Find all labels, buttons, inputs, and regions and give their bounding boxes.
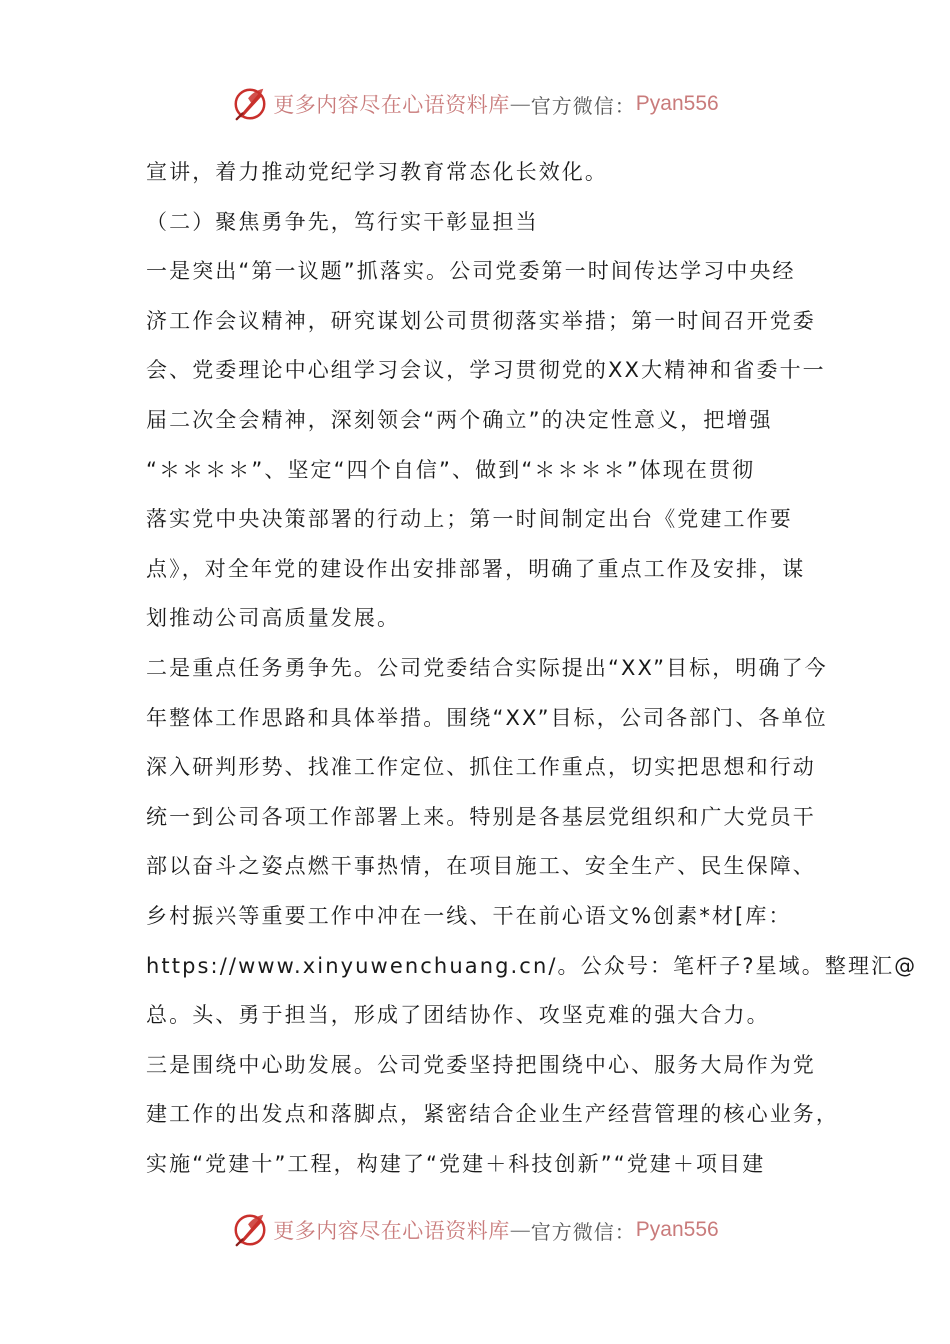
text-line: 实施“党建十”工程，构建了“党建＋科技创新”“党建＋项目建 xyxy=(146,1151,766,1176)
text-line: https://www.xinyuwenchuang.cn/。公众号：笔杆子?星域。整理汇@ xyxy=(146,953,918,978)
quill-logo-icon xyxy=(231,85,269,123)
banner-separator: — xyxy=(509,92,531,116)
banner-slogan: 更多内容尽在心语资料库 xyxy=(273,1219,510,1243)
text-line: 宣讲，着力推动党纪学习教育常态化长效化。 xyxy=(146,160,608,184)
banner-wechat-id: Pyan556 xyxy=(635,1218,719,1241)
banner-wechat-label: 官方微信： xyxy=(530,93,636,118)
text-line: 年整体工作思路和具体举措。围绕“XX”目标，公司各部门、各单位 xyxy=(146,705,828,730)
footer-watermark-banner xyxy=(0,1208,950,1252)
text-line: 落实党中央决策部署的行动上；第一时间制定出台《党建工作要 xyxy=(146,507,793,532)
text-line: 济工作会议精神，研究谋划公司贯彻落实举措；第一时间召开党委 xyxy=(146,308,816,333)
text-line: 二是重点任务勇争先。公司党委结合实际提出“XX”目标，明确了今 xyxy=(146,655,828,680)
text-line: 深入研判形势、找准工作定位、抓住工作重点，切实把思想和行动 xyxy=(146,755,816,780)
banner-separator: — xyxy=(509,1218,531,1242)
text-line: 划推动公司高质量发展。 xyxy=(146,606,401,631)
text-line: 三是围绕中心助发展。公司党委坚持把围绕中心、服务大局作为党 xyxy=(146,1052,816,1077)
text-line: 点》，对全年党的建设作出安排部署，明确了重点工作及安排，谋 xyxy=(146,556,806,581)
text-line: “＊＊＊＊”、坚定“四个自信”、做到“＊＊＊＊”体现在贯彻 xyxy=(146,457,756,482)
header-watermark-banner xyxy=(0,82,950,126)
text-line: （二）聚焦勇争先，笃行实干彰显担当 xyxy=(146,209,539,234)
text-line: 总。头、勇于担当，形成了团结协作、攻坚克难的强大合力。 xyxy=(146,1003,770,1028)
banner-wechat-id: Pyan556 xyxy=(635,92,719,115)
text-line: 建工作的出发点和落脚点，紧密结合企业生产经营管理的核心业务， xyxy=(146,1102,839,1127)
banner-wechat-label: 官方微信： xyxy=(530,1219,636,1244)
text-line: 部以奋斗之姿点燃干事热情，在项目施工、安全生产、民生保障、 xyxy=(146,854,816,879)
quill-logo-icon xyxy=(231,1211,269,1249)
banner-slogan: 更多内容尽在心语资料库 xyxy=(273,93,510,117)
document-body xyxy=(146,148,918,1189)
text-line: 乡村振兴等重要工作中冲在一线、干在前心语文%创素*材[库： xyxy=(146,903,792,928)
text-line: 一是突出“第一议题”抓落实。公司党委第一时间传达学习中央经 xyxy=(146,259,796,284)
text-line: 届二次全会精神，深刻领会“两个确立”的决定性意义，把增强 xyxy=(146,407,773,432)
text-line: 统一到公司各项工作部署上来。特别是各基层党组织和广大党员干 xyxy=(146,804,816,829)
text-line: 会、党委理论中心组学习会议，学习贯彻党的XX大精神和省委十一 xyxy=(146,358,826,383)
